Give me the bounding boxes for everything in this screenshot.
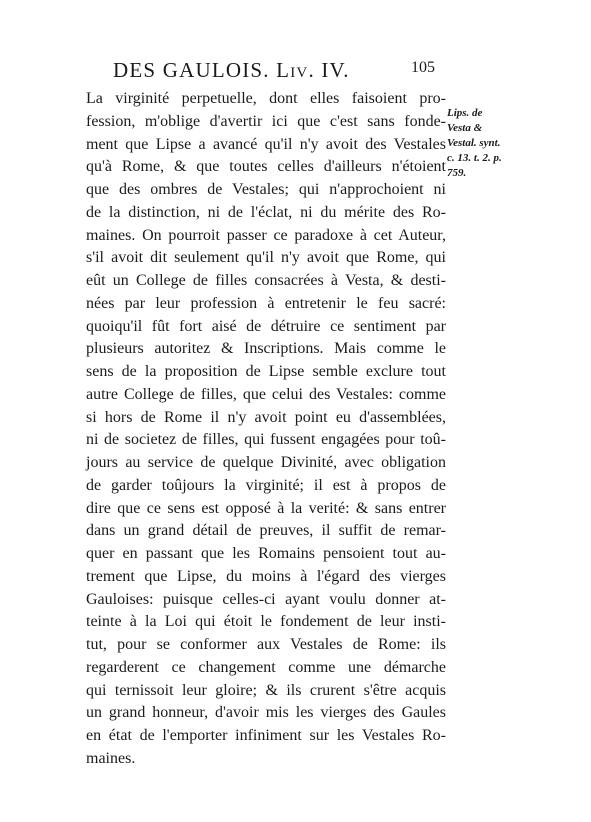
page-number: 105 xyxy=(411,59,435,76)
text-line: Gauloises: puisque celles-ci ayant voulu donner at- xyxy=(86,590,446,608)
text-line: de la distinction, ni de l'éclat, ni du mérite des Ro- xyxy=(86,203,446,221)
text-line: ment que Lipse a avancé qu'il n'y avoit des Vestales xyxy=(86,135,446,153)
running-title: DES GAULOIS. Liv. IV. xyxy=(113,58,350,82)
text-line: ni de societez de filles, qui fussent engagées pour toû- xyxy=(86,431,446,449)
text-line: maines. On pourroit passer ce paradoxe à cet Auteur, xyxy=(86,226,446,244)
running-head xyxy=(0,58,591,84)
body-text xyxy=(86,88,446,771)
text-line: de garder toûjours la virginité; il est à propos de xyxy=(86,476,446,494)
text-line: nées par leur profession à entretenir le feu sacré: xyxy=(86,294,446,312)
margin-note-line: c. 13. t. 2. p. xyxy=(447,152,502,164)
text-line: La virginité perpetuelle, dont elles faisoient pro- xyxy=(86,90,446,107)
text-line: en état de l'emporter infiniment sur les Vestales Ro- xyxy=(86,727,446,744)
text-line: s'il avoit dit seulement qu'il n'y avoit que Rome, qui xyxy=(86,249,446,267)
text-line: dans un grand détail de preuves, il suffit de remar- xyxy=(86,522,446,540)
text-line: jours au service de quelque Divinité, avec obligation xyxy=(86,454,446,471)
text-line: fession, m'oblige d'avertir ici que c'est sans fonde- xyxy=(86,112,446,130)
margin-note-line: Lips. de xyxy=(447,107,483,119)
text-line: qu'à Rome, & que toutes celles d'ailleurs n'étoient xyxy=(86,158,446,176)
text-line: teinte à la Loi qui étoit le fondement de leur insti- xyxy=(86,613,446,631)
text-line: autre College de filles, que celui des Vestales: comme xyxy=(86,385,446,403)
text-line: si hors de Rome il n'y avoit point eu d'assemblées, xyxy=(86,408,446,426)
text-line: sens de la proposition de Lipse semble exclure tout xyxy=(86,363,446,380)
margin-note xyxy=(447,106,521,181)
text-line: un grand honneur, d'avoir mis les vierges des Gaules xyxy=(86,704,446,722)
text-line: eût un College de filles consacrées à Vesta, & desti- xyxy=(86,272,446,289)
text-line: regarderent ce changement comme une démarche xyxy=(86,658,446,676)
text-line: maines. xyxy=(86,749,136,767)
text-line: qui ternissoit leur gloire; & ils crurent s'être acquis xyxy=(86,681,446,699)
text-line: trement que Lipse, du moins à l'égard des vierges xyxy=(86,567,446,585)
text-line: quoiqu'il fût fort aisé de détruire ce sentiment par xyxy=(86,317,446,335)
margin-note-line: Vestal. synt. xyxy=(447,137,501,149)
text-line: que des ombres de Vestales; qui n'approchoient ni xyxy=(86,181,446,198)
text-line: tut, pour se conformer aux Vestales de Rome: ils xyxy=(86,636,446,653)
margin-note-line: 759. xyxy=(447,167,467,179)
text-line: plusieurs autoritez & Inscriptions. Mais comme le xyxy=(86,340,446,358)
margin-note-line: Vesta & xyxy=(447,122,483,134)
text-line: quer en passant que les Romains pensoient tout au- xyxy=(86,545,446,562)
text-line: dire que ce sens est opposé à la verité: & sans entrer xyxy=(86,499,446,517)
